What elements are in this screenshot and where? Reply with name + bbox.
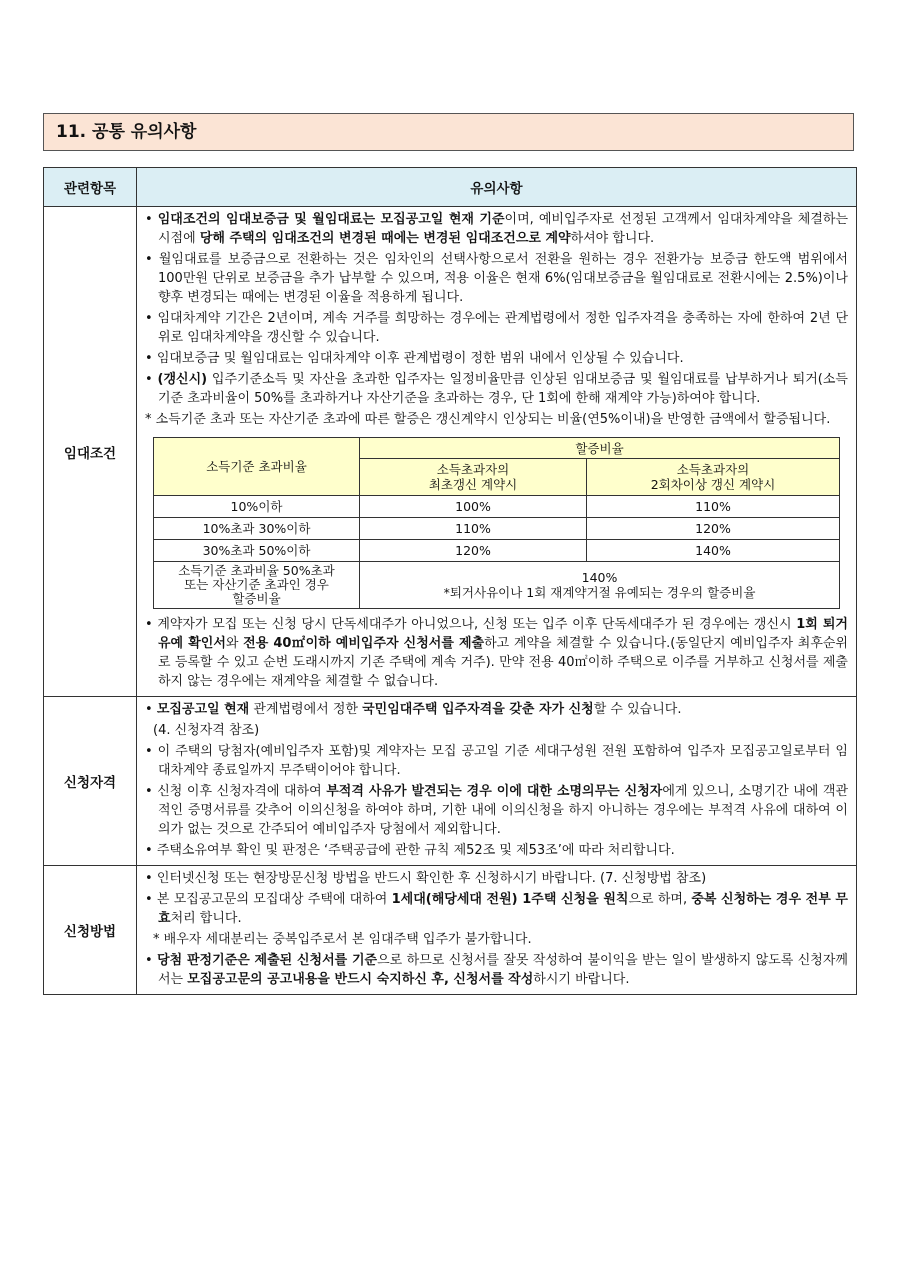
body-text: 처리 합니다. xyxy=(170,911,242,926)
table-row: 10%이하 100% 110% xyxy=(154,496,840,518)
emphasis-text: 모집공고문의 공고내용을 반드시 숙지하신 후, 신청서를 작성 xyxy=(187,972,534,987)
qual-item-3: • 신청 이후 신청자격에 대하여 부적격 사유가 발견되는 경우 이에 대한 소명의무는 신청자에게 있으니, 소명기간 내에 객관적인 증명서류를 갖추어 이의신청을 하여야 하며, 기한 내에 이의신청을 하지 아니하는 경우에는 부적격 사유에 대하여 이의가 없는 것으로 간주되어 예비입주자 당첨에서 제외합니다. xyxy=(145,784,848,837)
qual-content xyxy=(137,697,857,866)
category-rent: 임대조건 xyxy=(44,207,137,697)
table-header-row xyxy=(44,168,857,207)
rent-item-2: • 월임대료를 보증금으로 전환하는 것은 임차인의 선택사항으로서 전환을 원하는 경우 전환가능 보증금 한도액 범위에서 100만원 단위로 보증금을 추가 납부할 수 있으며, 적용 이율은 현재 6%(임대보증금을 월임대료로 전환시에는 2.5%)이나 향후 변경되는 때에는 변경된 이율을 적용하게 됩니다. xyxy=(145,252,848,305)
emphasis-text: 모집공고일 현재 xyxy=(156,702,250,717)
body-text: 이며, 예비입주자로 선정된 고객께서 임대차계약을 체결하는 시점에 xyxy=(158,212,848,246)
body-text: 하시기 바랍니다. xyxy=(533,972,630,987)
row-application-method xyxy=(44,866,857,995)
body-text: 계약자가 모집 또는 신청 당시 단독세대주가 아니었으나, 신청 또는 입주 이후 단독세대주가 된 경우에는 갱신시 xyxy=(157,617,797,632)
rent-note: * 소득기준 초과 또는 자산기준 초과에 따른 할증은 갱신계약시 인상되는 비율(연5%이내)을 반영한 금액에서 할증됩니다. xyxy=(145,412,831,427)
body-text: 할 수 있습니다. xyxy=(593,702,682,717)
table-row: 10%초과 30%이하 110% 120% xyxy=(154,518,840,540)
qual-item-2: • 이 주택의 당첨자(예비입주자 포함)및 계약자는 모집 공고일 기준 세대구성원 전원 포함하여 입주자 모집공고일로부터 임대차계약 종료일까지 무주택이어야 합니다. xyxy=(145,744,848,778)
body-text: 하셔야 합니다. xyxy=(570,231,655,246)
body-text: 에게 있으니, 소명기간 내에 객관적인 증명서류를 갖추어 이의신청을 하여야 하며, 기한 내에 이의신청을 하지 아니하는 경우에는 부적격 사유에 대하여 이의가 없는 것으로 간주되어 예비입주자 당첨에서 제외합니다. xyxy=(158,784,848,837)
surcharge-col-second: 소득초과자의 2회차이상 갱신 계약시 xyxy=(587,459,840,496)
rent-item-4: • 임대보증금 및 월임대료는 임대차계약 이후 관계법령이 정한 범위 내에서 인상될 수 있습니다. xyxy=(145,351,684,366)
emphasis-text: 1회 퇴거유예 확인서 xyxy=(158,617,848,651)
row-qualification xyxy=(44,697,857,866)
surcharge-last-label: 소득기준 초과비율 50%초과 또는 자산기준 초과인 경우 할증비율 xyxy=(154,562,360,609)
emphasis-text: 1세대(해당세대 전원) 1주택 신청을 원칙 xyxy=(391,892,629,907)
method-item-3: • 당첨 판정기준은 제출된 신청서를 기준으로 하므로 신청서를 잘못 작성하여 불이익을 받는 일이 발생하지 않도록 신청자께서는 모집공고문의 공고내용을 반드시 숙지하신 후, 신청서를 작성하시기 바랍니다. xyxy=(145,953,848,987)
category-method: 신청방법 xyxy=(44,866,137,995)
method-item-2: • 본 모집공고문의 모집대상 주택에 대하여 1세대(해당세대 전원) 1주택 신청을 원칙으로 하며, 중복 신청하는 경우 전부 무효처리 합니다. xyxy=(145,892,848,926)
method-item-1: • 인터넷신청 또는 현장방문신청 방법을 반드시 확인한 후 신청하시기 바랍니다. (7. 신청방법 참조) xyxy=(145,871,707,886)
qual-item-4: • 주택소유여부 확인 및 판정은 ‘주택공급에 관한 규칙 제52조 및 제53조’에 따라 처리합니다. xyxy=(145,843,675,858)
emphasis-text: 중복 신청하는 경우 전부 무효 xyxy=(158,892,848,926)
emphasis-text: 국민임대주택 입주자격을 갖춘 자가 신청 xyxy=(362,702,594,717)
method-note: * 배우자 세대분리는 중복입주로서 본 임대주택 입주가 불가합니다. xyxy=(153,932,532,947)
emphasis-text: (갱신시) xyxy=(157,372,208,387)
row-rent-conditions xyxy=(44,207,857,697)
emphasis-text: 당첨 판정기준은 제출된 신청서를 기준 xyxy=(157,953,378,968)
body-text: 하고 계약을 체결할 수 있습니다.(동일단지 예비입주자 최후순위로 등록할 수 있고 순번 도래시까지 기존 주택에 계속 거주). 만약 전용 40㎡이하 주택으로 이주를 거부하고 신청서를 제출하지 않는 경우에는 재계약을 체결할 수 없습니다. xyxy=(158,636,848,689)
rent-item-1: • 임대조건의 임대보증금 및 월임대료는 모집공고일 현재 기준이며, 예비입주자로 선정된 고객께서 임대차계약을 체결하는 시점에 당해 주택의 임대조건의 변경된 때에는 변경된 임대조건으로 계약하셔야 합니다. xyxy=(145,212,848,246)
category-qualification: 신청자격 xyxy=(44,697,137,866)
surcharge-col-ratio: 소득기준 초과비율 xyxy=(154,438,360,496)
table-row xyxy=(154,562,840,609)
header-notes: 유의사항 xyxy=(137,168,857,207)
qual-item-1-ref: (4. 신청자격 참조) xyxy=(153,723,260,738)
body-text: 관계법령에서 정한 xyxy=(249,702,363,717)
body-text: 신청 이후 신청자격에 대하여 xyxy=(157,784,327,799)
section-title: 11. 공통 유의사항 xyxy=(43,113,854,151)
body-text: 본 모집공고문의 모집대상 주택에 대하여 xyxy=(156,892,392,907)
method-content xyxy=(137,866,857,995)
rent-item-6: • 계약자가 모집 또는 신청 당시 단독세대주가 아니었으나, 신청 또는 입주 이후 단독세대주가 된 경우에는 갱신시 1회 퇴거유예 확인서와 전용 40㎡이하 예비입주자 신청서를 제출하고 계약을 체결할 수 있습니다.(동일단지 예비입주자 최후순위로 등록할 수 있고 순번 도래시까지 기존 주택에 계속 거주). 만약 전용 40㎡이하 주택으로 이주를 거부하고 신청서를 제출하지 않는 경우에는 재계약을 체결할 수 없습니다. xyxy=(145,617,848,689)
surcharge-last-value: 140% *퇴거사유이나 1회 재계약거절 유예되는 경우의 할증비율 xyxy=(360,562,840,609)
surcharge-group-header: 할증비율 xyxy=(360,438,840,459)
header-category: 관련항목 xyxy=(44,168,137,207)
emphasis-text: 당해 주택의 임대조건의 변경된 때에는 변경된 임대조건으로 계약 xyxy=(199,231,571,246)
body-text: 으로 하며, xyxy=(628,892,692,907)
emphasis-text: 임대조건의 임대보증금 및 월임대료는 모집공고일 현재 기준 xyxy=(157,212,505,227)
table-row: 30%초과 50%이하 120% 140% xyxy=(154,540,840,562)
body-text: 와 xyxy=(225,636,244,651)
body-text: 입주기준소득 및 자산을 초과한 입주자는 일정비율만큼 인상된 임대보증금 및 월임대료를 납부하거나 퇴거(소득기준 초과비율이 50%를 초과하거나 자산기준을 초과하는 경우, 단 1회에 한해 재계약 가능)하여야 합니다. xyxy=(158,372,848,406)
emphasis-text: 전용 40㎡이하 예비입주자 신청서를 제출 xyxy=(243,636,485,651)
qual-item-1: • 모집공고일 현재 관계법령에서 정한 국민임대주택 입주자격을 갖춘 자가 신청할 수 있습니다. xyxy=(145,702,682,717)
surcharge-table xyxy=(153,437,840,609)
rent-item-5: • (갱신시) 입주기준소득 및 자산을 초과한 입주자는 일정비율만큼 인상된 임대보증금 및 월임대료를 납부하거나 퇴거(소득기준 초과비율이 50%를 초과하거나 자산기준을 초과하는 경우, 단 1회에 한해 재계약 가능)하여야 합니다. xyxy=(145,372,848,406)
emphasis-text: 부적격 사유가 발견되는 경우 이에 대한 소명의무는 신청자 xyxy=(326,784,663,799)
surcharge-col-first: 소득초과자의 최초갱신 계약시 xyxy=(360,459,587,496)
body-text: 으로 하므로 신청서를 잘못 작성하여 불이익을 받는 일이 발생하지 않도록 신청자께서는 xyxy=(158,953,848,987)
rent-item-3: • 임대차계약 기간은 2년이며, 계속 거주를 희망하는 경우에는 관계법령에서 정한 입주자격을 충족하는 자에 한하여 2년 단위로 임대차계약을 갱신할 수 있습니다. xyxy=(145,311,848,345)
rent-content xyxy=(137,207,857,697)
notice-table xyxy=(43,167,857,995)
